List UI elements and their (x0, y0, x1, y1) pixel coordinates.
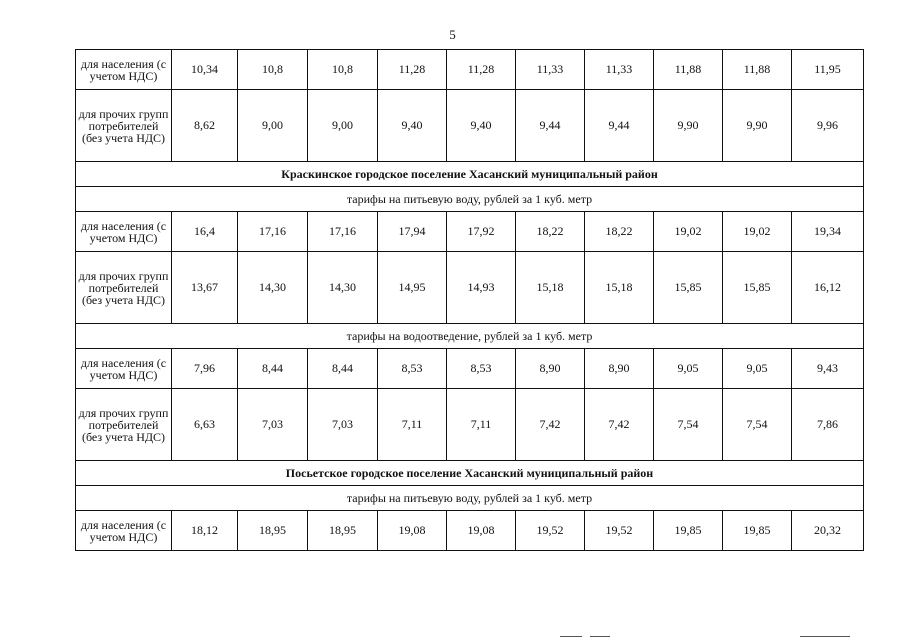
tariff-value-cell: 11,33 (585, 50, 654, 90)
tariff-value-cell: 19,08 (378, 511, 447, 551)
tariff-value-cell: 18,12 (172, 511, 238, 551)
tariff-value-cell: 19,52 (516, 511, 585, 551)
tariff-value-cell: 11,28 (447, 50, 516, 90)
tariff-value-cell: 19,85 (723, 511, 792, 551)
page-number: 5 (449, 27, 456, 42)
tariff-value-cell: 7,42 (585, 389, 654, 461)
tariff-value-cell: 9,00 (238, 90, 308, 162)
tariff-value-cell: 9,05 (654, 349, 723, 389)
section-row (76, 162, 864, 187)
tariff-value-cell: 15,18 (516, 252, 585, 324)
consumer-group-label: для прочих групп потребителей (без учета НДС) (76, 90, 172, 162)
tariff-value-cell: 17,16 (238, 212, 308, 252)
tariff-value-cell: 17,92 (447, 212, 516, 252)
tariff-value-cell: 11,95 (792, 50, 864, 90)
settlement-section-heading: Посьетское городское поселение Хасанский муниципальный район (76, 461, 864, 486)
tariff-value-cell: 8,53 (447, 349, 516, 389)
tariff-value-cell: 8,90 (585, 349, 654, 389)
subheader-row (76, 187, 864, 212)
tariff-value-cell: 7,11 (378, 389, 447, 461)
tariff-value-cell: 8,44 (238, 349, 308, 389)
tariff-value-cell: 9,90 (723, 90, 792, 162)
tariff-row (76, 212, 864, 252)
tariff-type-subheading: тарифы на водоотведение, рублей за 1 куб. метр (76, 324, 864, 349)
tariff-row (76, 252, 864, 324)
tariff-row (76, 511, 864, 551)
tariff-value-cell: 7,03 (238, 389, 308, 461)
subheader-row (76, 324, 864, 349)
tariff-value-cell: 11,88 (654, 50, 723, 90)
tariff-value-cell: 9,05 (723, 349, 792, 389)
tariff-value-cell: 8,44 (308, 349, 378, 389)
tariff-value-cell: 11,88 (723, 50, 792, 90)
tariff-value-cell: 8,53 (378, 349, 447, 389)
tariff-value-cell: 7,54 (654, 389, 723, 461)
tariff-value-cell: 14,30 (308, 252, 378, 324)
tariff-value-cell: 10,8 (308, 50, 378, 90)
scan-edge-marks (0, 634, 905, 640)
tariff-value-cell: 9,40 (378, 90, 447, 162)
tariff-value-cell: 14,95 (378, 252, 447, 324)
tariff-value-cell: 16,12 (792, 252, 864, 324)
tariff-value-cell: 18,22 (585, 212, 654, 252)
tariff-value-cell: 7,54 (723, 389, 792, 461)
tariff-value-cell: 16,4 (172, 212, 238, 252)
tariff-value-cell: 8,62 (172, 90, 238, 162)
tariff-value-cell: 7,42 (516, 389, 585, 461)
section-row (76, 461, 864, 486)
tariff-value-cell: 15,85 (654, 252, 723, 324)
tariff-value-cell: 9,96 (792, 90, 864, 162)
tariff-value-cell: 6,63 (172, 389, 238, 461)
subheader-row (76, 486, 864, 511)
tariff-value-cell: 19,85 (654, 511, 723, 551)
tariff-value-cell: 7,86 (792, 389, 864, 461)
tariff-value-cell: 18,95 (308, 511, 378, 551)
tariff-row (76, 389, 864, 461)
tariff-value-cell: 10,8 (238, 50, 308, 90)
tariff-value-cell: 19,02 (723, 212, 792, 252)
tariff-value-cell: 19,08 (447, 511, 516, 551)
consumer-group-label: для прочих групп потребителей (без учета НДС) (76, 252, 172, 324)
tariff-value-cell: 18,22 (516, 212, 585, 252)
consumer-group-label: для населения (с учетом НДС) (76, 511, 172, 551)
tariff-row (76, 50, 864, 90)
tariff-value-cell: 7,03 (308, 389, 378, 461)
tariff-row (76, 90, 864, 162)
tariff-value-cell: 14,93 (447, 252, 516, 324)
tariff-value-cell: 8,90 (516, 349, 585, 389)
consumer-group-label: для населения (с учетом НДС) (76, 212, 172, 252)
tariff-value-cell: 15,85 (723, 252, 792, 324)
tariff-value-cell: 13,67 (172, 252, 238, 324)
tariff-value-cell: 19,52 (585, 511, 654, 551)
tariff-type-subheading: тарифы на питьевую воду, рублей за 1 куб. метр (76, 486, 864, 511)
tariff-value-cell: 9,44 (585, 90, 654, 162)
tariff-value-cell: 9,90 (654, 90, 723, 162)
tariff-value-cell: 17,94 (378, 212, 447, 252)
consumer-group-label: для населения (с учетом НДС) (76, 349, 172, 389)
tariff-value-cell: 19,02 (654, 212, 723, 252)
consumer-group-label: для прочих групп потребителей (без учета НДС) (76, 389, 172, 461)
tariff-table (75, 49, 864, 551)
tariff-value-cell: 7,11 (447, 389, 516, 461)
tariff-value-cell: 20,32 (792, 511, 864, 551)
tariff-type-subheading: тарифы на питьевую воду, рублей за 1 куб. метр (76, 187, 864, 212)
settlement-section-heading: Краскинское городское поселение Хасанский муниципальный район (76, 162, 864, 187)
tariff-value-cell: 9,43 (792, 349, 864, 389)
tariff-value-cell: 11,33 (516, 50, 585, 90)
tariff-value-cell: 18,95 (238, 511, 308, 551)
tariff-value-cell: 17,16 (308, 212, 378, 252)
tariff-row (76, 349, 864, 389)
consumer-group-label: для населения (с учетом НДС) (76, 50, 172, 90)
tariff-value-cell: 9,00 (308, 90, 378, 162)
tariff-value-cell: 10,34 (172, 50, 238, 90)
tariff-value-cell: 7,96 (172, 349, 238, 389)
tariff-value-cell: 14,30 (238, 252, 308, 324)
tariff-value-cell: 11,28 (378, 50, 447, 90)
tariff-value-cell: 9,44 (516, 90, 585, 162)
tariff-value-cell: 19,34 (792, 212, 864, 252)
tariff-value-cell: 15,18 (585, 252, 654, 324)
tariff-value-cell: 9,40 (447, 90, 516, 162)
